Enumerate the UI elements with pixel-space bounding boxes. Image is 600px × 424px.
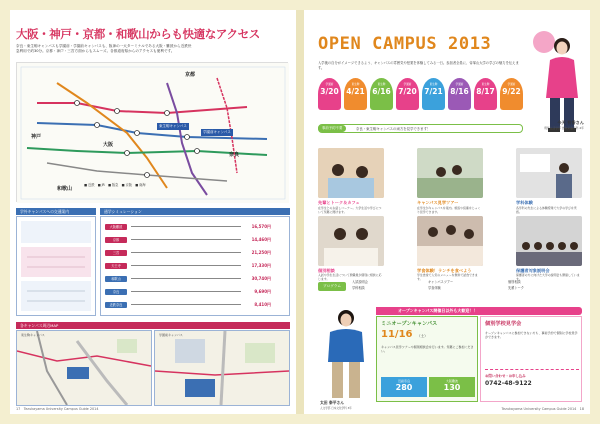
campus-map-gakuenmae-graphic bbox=[155, 331, 289, 405]
map-label-wakayama: 和歌山 bbox=[57, 186, 73, 192]
contact-tel: 0742-48-9122 bbox=[485, 380, 532, 387]
cat-title: 先輩とトーク＆カフェ bbox=[318, 200, 360, 205]
date-row bbox=[318, 78, 526, 112]
sim-panel-header: 通学シミュレーション bbox=[100, 208, 290, 215]
sim-origin: 奈良 bbox=[105, 289, 127, 295]
map-label-kyoto: 京都 bbox=[185, 72, 196, 78]
individual-visit-box bbox=[480, 316, 582, 402]
sim-fare: 14,460円 bbox=[251, 237, 271, 242]
program-item: 入試説明会 bbox=[352, 280, 368, 284]
photo-talk-cafe bbox=[318, 148, 384, 198]
sim-row bbox=[105, 262, 273, 271]
date-cell: 東生駒 7/21 bbox=[422, 78, 445, 110]
sim-origin: 大阪難波 bbox=[105, 224, 127, 230]
sim-panel bbox=[100, 216, 290, 316]
map-label-osaka: 大阪 bbox=[103, 142, 114, 148]
mini-date-sub: （土） bbox=[417, 334, 428, 338]
sim-route-line bbox=[131, 239, 241, 240]
access-description: 奈良・東生駒キャンパスも学園前・学園前キャンパスも、阪神の一大ターミナルである大阪・難波から近鉄快急利用で約30分。京都・神戸・三宮方面からもスムーズ。各都道府県からのアクセスも便利です。 bbox=[16, 44, 192, 54]
date-cell: 学園前 7/20 bbox=[396, 78, 419, 110]
student-figure-bottom bbox=[318, 306, 374, 406]
student-bottom-caption bbox=[320, 400, 376, 410]
photo-consultation bbox=[318, 216, 384, 266]
sim-fare: 16,570円 bbox=[251, 224, 271, 229]
student-top-caption bbox=[526, 120, 584, 130]
sim-route-line bbox=[131, 226, 241, 227]
sim-row bbox=[105, 288, 273, 297]
student-bottom-sub: 人文学部 日本文化学科 3年 bbox=[320, 407, 352, 410]
gaku-title: 個別学校見学会 bbox=[485, 321, 522, 327]
campus-map-label-1: 東生駒キャンパス bbox=[21, 333, 45, 337]
photo-lunch bbox=[417, 216, 483, 266]
program-item: 学食体験 bbox=[428, 286, 441, 290]
photo-campus-tour bbox=[417, 148, 483, 198]
date-cell: 東生駒 8/17 bbox=[474, 78, 497, 110]
sim-fare: 9,690円 bbox=[254, 289, 271, 294]
photo-parents-session bbox=[516, 216, 582, 266]
date-cell: 学園前 3/20 bbox=[318, 78, 341, 110]
left-page-footer: 17 Tezukayama University Campus Guide 2014 bbox=[16, 407, 99, 411]
student-bottom-name: 太田 泰平さん bbox=[320, 400, 345, 405]
fare-amount: 280 bbox=[395, 383, 413, 392]
fare-label: 大阪難波 bbox=[445, 379, 458, 383]
sim-row bbox=[105, 275, 273, 284]
sim-origin: 三宮 bbox=[105, 250, 127, 256]
student-top-sub: 現代生活学部 食物栄養学科 4年 bbox=[544, 126, 584, 130]
open-campus-description: 入学後の自分がイメージできるよう、キャンパスの雰囲気や授業を体験してみる一日。参加者全員に、帝塚山大学の学びの魅力を伝えます。 bbox=[318, 61, 519, 70]
gaku-desc: オープンキャンパスに参加できない方も、事前予約で個別に学校見学ができます。 bbox=[485, 331, 578, 340]
cat-desc: 保護者の方に向けた大学の説明会も開催しています。 bbox=[516, 273, 580, 281]
cat-desc: 入試や学生生活について教職員が個別に相談に応じます。 bbox=[318, 273, 382, 281]
campus-badge-higashiikoma: 東生駒キャンパス bbox=[159, 124, 187, 128]
sim-row bbox=[105, 301, 273, 310]
special-banner: オープンキャンパス開催日以外も大歓迎！！ bbox=[376, 307, 582, 315]
date-cell: 学園前 8/16 bbox=[448, 78, 471, 110]
program-label: プログラム bbox=[318, 282, 346, 291]
sim-route-line bbox=[131, 252, 241, 253]
campus-map-gakuenmae bbox=[154, 330, 290, 406]
student-top-name: 今天 有香さん bbox=[557, 120, 584, 125]
fare-box bbox=[381, 377, 427, 397]
left-page bbox=[10, 10, 296, 414]
route-map-graphic bbox=[17, 63, 289, 203]
info-bar-text: 奈良・東生駒キャンパスの両方を見学できます！ bbox=[356, 127, 431, 131]
contact-block bbox=[485, 369, 579, 399]
campus-map-higashiikoma-graphic bbox=[17, 331, 151, 405]
mini-desc: キャンパス見学ツアーや個別相談会を行います。気軽にご参加ください。 bbox=[381, 345, 474, 354]
date-cell: 学園前 9/22 bbox=[500, 78, 523, 110]
sim-row bbox=[105, 249, 273, 258]
bus-panel-header: 学外キャンパスへの交通案内 bbox=[16, 208, 96, 215]
map-legend: ■ 近鉄 ■ JR ■ 阪急 ■ 京阪 ■ 南海 bbox=[84, 183, 146, 187]
cat-title: 学食体験！ランチを食べよう bbox=[417, 268, 472, 273]
campus-badge-gakuenmae: 学園前キャンパス bbox=[203, 130, 231, 134]
cat-title: 学科体験 bbox=[516, 200, 533, 205]
sim-fare: 8,410円 bbox=[254, 302, 271, 307]
program-row bbox=[318, 278, 582, 300]
sim-row bbox=[105, 236, 273, 245]
fare-label: 近鉄奈良 bbox=[397, 379, 410, 383]
map-label-kobe: 神戸 bbox=[31, 134, 42, 140]
sim-route-line bbox=[131, 265, 241, 266]
cat-desc: 学生食堂で人気のメニューを無料で試食できます。 bbox=[417, 273, 478, 281]
contact-label: お問い合わせ・お申し込み bbox=[485, 374, 526, 378]
mini-open-campus-box bbox=[376, 316, 478, 402]
program-item: 学科相談 bbox=[352, 286, 365, 290]
map-label-nara: 奈良 bbox=[229, 152, 240, 158]
bus-panel bbox=[16, 216, 96, 316]
mini-date: 11/16 bbox=[381, 329, 413, 340]
fare-amount: 130 bbox=[443, 383, 461, 392]
campus-map-header: 各キャンパス周辺MAP bbox=[16, 322, 290, 329]
route-map bbox=[16, 62, 288, 202]
student-photo-bottom bbox=[318, 306, 374, 414]
program-item: 個別相談 bbox=[508, 280, 521, 284]
sim-route-line bbox=[131, 291, 241, 292]
sim-route-line bbox=[131, 304, 241, 305]
campus-map-label-2: 学園前キャンパス bbox=[159, 333, 183, 337]
open-campus-title: OPEN CAMPUS 2013 bbox=[318, 34, 492, 54]
cat-title: 保護者対象説明会 bbox=[516, 268, 550, 273]
date-cell: 東生駒 4/21 bbox=[344, 78, 367, 110]
sim-origin: 近鉄奈良 bbox=[105, 302, 127, 308]
sim-origin: 京都 bbox=[105, 237, 127, 243]
right-page bbox=[304, 10, 590, 414]
cat-desc: 在学生とのお話しコーナー。大学生活や学びについて気軽に聞けます。 bbox=[318, 206, 382, 214]
cat-title: 個別相談 bbox=[318, 268, 335, 273]
sim-fare: 30,740円 bbox=[251, 276, 271, 281]
campus-map-higashiikoma bbox=[16, 330, 152, 406]
sim-route-line bbox=[131, 278, 241, 279]
program-item: キャンパスツアー bbox=[428, 280, 454, 284]
no-reservation-pill: 事前予約不要 bbox=[318, 125, 346, 132]
photo-class-experience bbox=[516, 148, 582, 198]
sim-origin: 天王寺 bbox=[105, 263, 127, 269]
fare-box bbox=[429, 377, 475, 397]
right-page-footer: Tezukayama University Campus Guide 2014 18 bbox=[501, 407, 584, 411]
date-cell: 東生駒 6/16 bbox=[370, 78, 393, 110]
sim-fare: 21,250円 bbox=[251, 250, 271, 255]
cat-desc: 各学科の先生による体験授業で大学の学びを実感。 bbox=[516, 206, 577, 214]
page-gutter bbox=[296, 10, 304, 414]
sim-row bbox=[105, 223, 273, 232]
bus-panel-graphic bbox=[17, 217, 95, 315]
sim-origin: 和歌山 bbox=[105, 276, 127, 282]
cat-desc: 在学生がキャンパスを案内。施設や設備をじっくり見学できます。 bbox=[417, 206, 481, 214]
access-title: 大阪・神戸・京都・和歌山からも快適なアクセス bbox=[16, 27, 260, 41]
mini-title: ミニオープンキャンパス bbox=[381, 321, 438, 327]
cat-title: キャンパス見学ツアー bbox=[417, 200, 459, 205]
program-item: 先輩トーク bbox=[508, 286, 524, 290]
sim-fare: 17,330円 bbox=[251, 263, 271, 268]
